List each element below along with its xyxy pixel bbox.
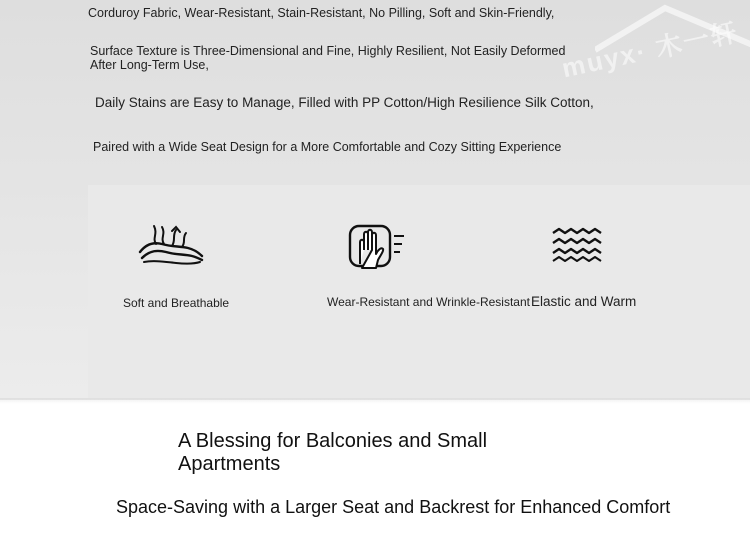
hand-press-icon [346,220,408,274]
feature-label-soft: Soft and Breathable [123,296,230,310]
feature-label-elastic: Elastic and Warm [531,294,637,309]
description-line: Surface Texture is Three-Dimensional and Fine, Highly Resilient, Not Easily Deformed [90,44,566,58]
description-line: Corduroy Fabric, Wear-Resistant, Stain-Resistant, No Pilling, Soft and Skin-Friendly, [88,6,555,20]
features-block [88,185,750,398]
description-line: Daily Stains are Easy to Manage, Filled with PP Cotton/High Resilience Silk Cotton, [95,95,594,110]
banner-subheading: Space-Saving with a Larger Seat and Backrest for Enhanced Comfort [116,497,671,517]
section-divider [0,398,750,404]
fabric-breathable-icon [136,222,206,270]
banner-heading: A Blessing for Balconies and Small Apartments [178,430,488,475]
brand-watermark: muyx· 木一轩 [559,16,742,84]
description-line: After Long-Term Use, [90,58,209,72]
description-line: Paired with a Wide Seat Design for a More Comfortable and Cozy Sitting Experience [93,140,562,154]
feature-label-wear: Wear-Resistant and Wrinkle-Resistant [327,295,530,309]
wave-icon [551,227,603,263]
